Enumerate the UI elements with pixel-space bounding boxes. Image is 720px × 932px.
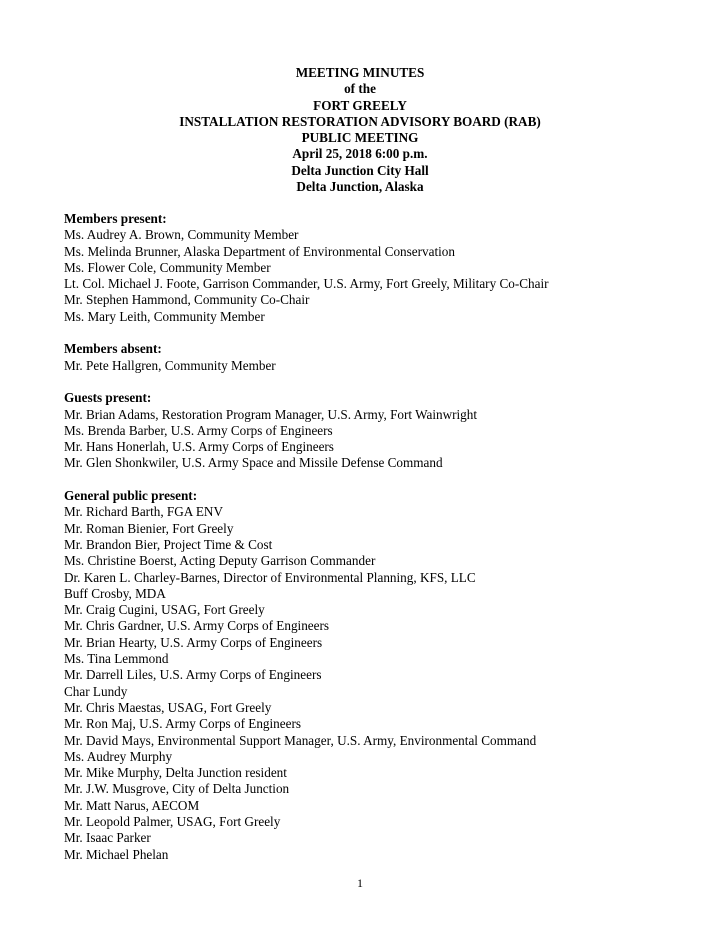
list-item: Mr. Darrell Liles, U.S. Army Corps of Engineers — [64, 667, 322, 683]
document-header — [0, 65, 720, 195]
header-board-name: INSTALLATION RESTORATION ADVISORY BOARD (RAB) — [179, 113, 541, 129]
list-item: Dr. Karen L. Charley-Barnes, Director of Environmental Planning, KFS, LLC — [64, 569, 476, 585]
section-heading: Members present: — [64, 211, 167, 226]
header-location: Delta Junction, Alaska — [296, 179, 424, 195]
list-item: Ms. Audrey Murphy — [64, 748, 173, 764]
header-date-time: April 25, 2018 6:00 p.m. — [292, 146, 428, 162]
general-public-section — [64, 488, 704, 863]
guests-present-section — [64, 390, 704, 471]
list-item: Lt. Col. Michael J. Foote, Garrison Commander, U.S. Army, Fort Greely, Military Co-Chair — [64, 276, 549, 292]
section-heading: Members absent: — [64, 341, 162, 357]
list-item: Ms. Brenda Barber, U.S. Army Corps of Engineers — [64, 422, 333, 438]
list-item: Mr. Glen Shonkwiler, U.S. Army Space and Missile Defense Command — [64, 455, 443, 471]
list-item: Mr. Stephen Hammond, Community Co-Chair — [64, 292, 310, 308]
list-item: Ms. Mary Leith, Community Member — [64, 308, 265, 324]
document-body — [64, 211, 704, 879]
list-item: Mr. David Mays, Environmental Support Manager, U.S. Army, Environmental Command — [64, 732, 537, 748]
list-item: Mr. Chris Gardner, U.S. Army Corps of Engineers — [64, 618, 330, 634]
section-heading: Guests present: — [64, 390, 152, 406]
list-item: Buff Crosby, MDA — [64, 585, 166, 601]
list-item: Mr. Ron Maj, U.S. Army Corps of Engineers — [64, 716, 302, 732]
list-item: Mr. Pete Hallgren, Community Member — [64, 357, 276, 373]
list-item: Ms. Flower Cole, Community Member — [64, 259, 271, 275]
list-item: Mr. Richard Barth, FGA ENV — [64, 504, 223, 520]
list-item: Ms. Christine Boerst, Acting Deputy Garrison Commander — [64, 553, 376, 569]
list-item: Mr. Brandon Bier, Project Time & Cost — [64, 536, 273, 552]
section-heading: General public present: — [64, 488, 198, 504]
header-meeting-type: PUBLIC MEETING — [301, 130, 419, 146]
list-item: Char Lundy — [64, 683, 128, 699]
list-item: Mr. Brian Adams, Restoration Program Manager, U.S. Army, Fort Wainwright — [64, 406, 478, 422]
header-installation: FORT GREELY — [313, 97, 407, 113]
header-venue: Delta Junction City Hall — [291, 162, 429, 178]
list-item: Mr. Hans Honerlah, U.S. Army Corps of Engineers — [64, 439, 334, 455]
list-item: Mr. Matt Narus, AECOM — [64, 797, 200, 813]
list-item: Mr. Roman Bienier, Fort Greely — [64, 520, 234, 536]
list-item: Mr. Mike Murphy, Delta Junction resident — [64, 765, 287, 781]
list-item: Ms. Tina Lemmond — [64, 651, 169, 667]
page-number: 1 — [357, 876, 363, 890]
list-item: Mr. Brian Hearty, U.S. Army Corps of Engineers — [64, 634, 323, 650]
list-item: Ms. Melinda Brunner, Alaska Department of Environmental Conservation — [64, 243, 455, 259]
list-item: Mr. Leopold Palmer, USAG, Fort Greely — [64, 813, 281, 829]
list-item: Mr. Craig Cugini, USAG, Fort Greely — [64, 602, 265, 618]
list-item: Mr. Michael Phelan — [64, 846, 169, 862]
members-present-section — [64, 211, 704, 325]
list-item: Mr. Chris Maestas, USAG, Fort Greely — [64, 699, 272, 715]
list-item: Mr. J.W. Musgrove, City of Delta Junction — [64, 781, 290, 797]
members-absent-section — [64, 341, 704, 374]
list-item: Ms. Audrey A. Brown, Community Member — [64, 227, 299, 243]
header-title: MEETING MINUTES — [295, 65, 425, 80]
list-item: Mr. Isaac Parker — [64, 830, 151, 846]
header-of-the: of the — [344, 81, 376, 97]
